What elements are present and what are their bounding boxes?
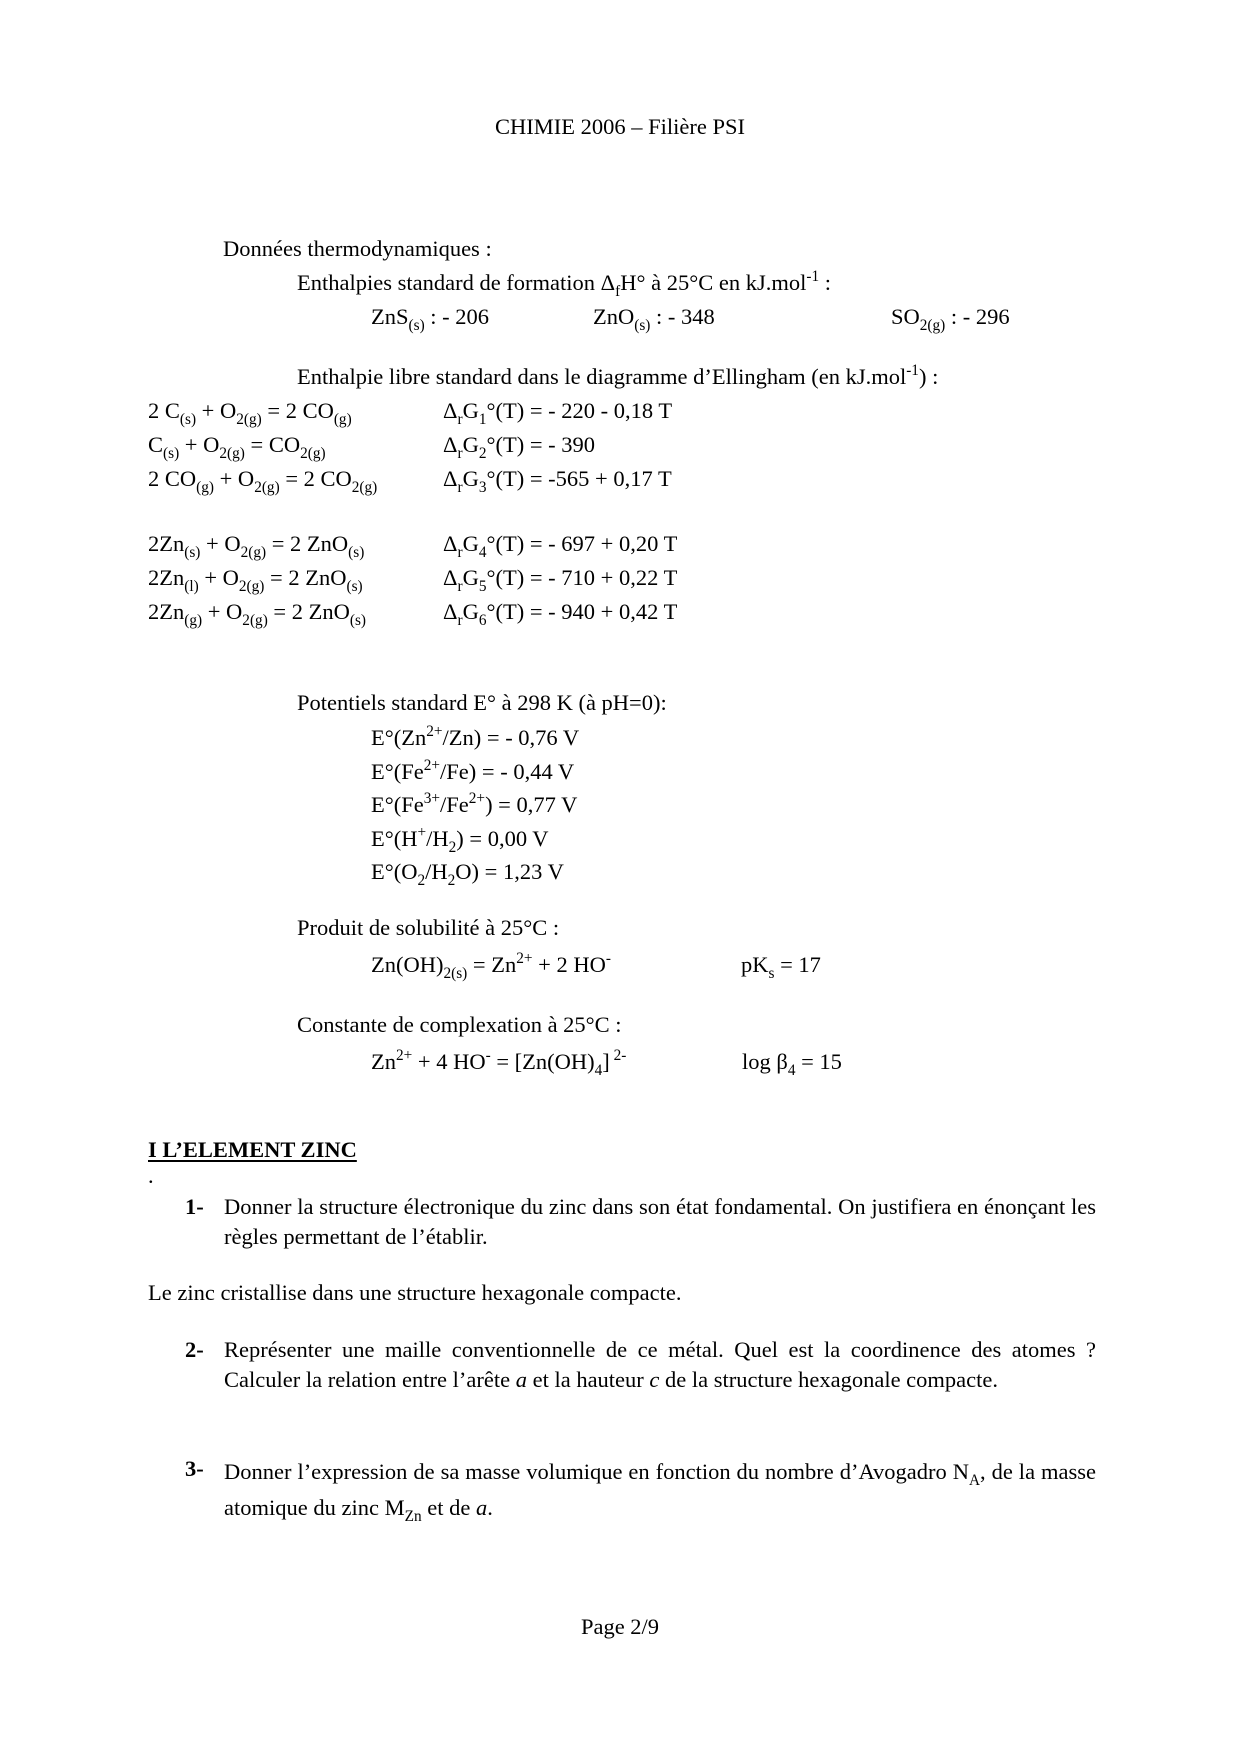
reaction-equation: 2 $CO_{(g)} + O_{2(g)} = 2$ $CO_{2(g)}$	[148, 466, 378, 496]
formation-zns: ZnS$_{(s)}$ : - 206	[371, 304, 490, 334]
standard-potential: $E^\circ(Zn^{2+}/Zn)$ = - 0,76 V	[371, 722, 580, 750]
thermo-heading: Données thermodynamiques :	[223, 236, 492, 261]
reaction-gibbs-energy: $\Delta_rG_2^\circ(T)$ = - 390	[443, 432, 596, 462]
standard-potential: $E^\circ(Fe^{2+}/Fe)$ = - 0,44 V	[371, 756, 575, 784]
reaction-equation: $C_{(s)} + O_{2(g)} = CO_{2(g)}$	[148, 432, 326, 462]
formation-so2: $SO_{2(g)}$ : - 296	[891, 304, 1010, 334]
question-3-text: Donner l’expression de sa masse volumique en fonction du nombre d’Avogadro $N_A$, de la masse atomique du zinc $M_{Zn}$ et de a.	[224, 1459, 1096, 1525]
reaction-gibbs-energy: $\Delta_rG_6^\circ(T)$ = - 940 + 0,42 T	[443, 599, 678, 629]
enthalpies-label: Enthalpies standard de formation $\Delta_fH^\circ$ à 25°C en kJ.mol$^{-1}$ :	[297, 267, 831, 300]
reaction-equation: $2Zn_{(l)} + O_{2(g)} = 2$ ZnO$_{(s)}$	[148, 565, 363, 595]
reaction-gibbs-energy: $\Delta_rG_3^\circ(T) = -565 + 0,17$ T	[443, 466, 672, 496]
standard-potential: $E^\circ(Fe^{3+}/Fe^{2+}) = 0,77$ V	[371, 790, 578, 818]
page-number: Page 2/9	[580, 1614, 660, 1639]
section-dot: .	[148, 1163, 154, 1188]
ellingham-label: Enthalpie libre standard dans le diagramme d’Ellingham (en kJ.mol$^{-1}$) :	[297, 361, 939, 389]
reaction-gibbs-energy: $\Delta_rG_4^\circ(T)$ = - 697 + 0,20 T	[443, 531, 678, 561]
complexation-constant: $\log \beta_4 = 15$	[742, 1049, 842, 1079]
solubility-constant: $pK_s = 17$	[741, 952, 821, 982]
complexation-equation: $Zn^{2+} + 4$ $HO^- = [Zn(OH)_4]$ $^{2-}$	[371, 1046, 627, 1079]
question-2-text: Représenter une maille conventionnelle de ce métal. Quel est la coordinence des atomes ? Calculer la relation entre l’arête a et la hauteur c de la structure hexagonale compacte.	[224, 1337, 1096, 1392]
potentials-heading: Potentiels standard E° à 298 K (à pH=0):	[297, 690, 667, 715]
reaction-equation: $2Zn_{(s)} + O_{2(g)} = 2$ ZnO$_{(s)}$	[148, 531, 365, 561]
complexation-heading: Constante de complexation à 25°C :	[297, 1012, 622, 1037]
standard-potential: $E^\circ(O_2/H_2O) = 1,23$ V	[371, 859, 564, 890]
page-header: CHIMIE 2006 – Filière PSI	[495, 114, 745, 139]
question-1-text: Donner la structure électronique du zinc dans son état fondamental. On justifiera en énonçant les règles permettant de l’établir.	[224, 1194, 1096, 1249]
solubility-equation: $Zn(OH)_{2(s)} = Zn^{2+} + 2$ HO-	[371, 949, 611, 982]
solubility-heading: Produit de solubilité à 25°C :	[297, 915, 560, 940]
section-title: I L’ELEMENT ZINC	[148, 1137, 357, 1162]
question-1-number: 1-	[185, 1194, 204, 1219]
reaction-gibbs-energy: $\Delta_rG_5^\circ(T)$ = - 710 + 0,22 T	[443, 565, 678, 595]
structure-intro: Le zinc cristallise dans une structure hexagonale compacte.	[148, 1280, 682, 1305]
reaction-equation: $2Zn_{(g)} + O_{2(g)} = 2$ ZnO$_{(s)}$	[148, 599, 367, 629]
formation-zno: ZnO$_{(s)}$ : - 348	[593, 304, 715, 334]
reaction-gibbs-energy: $\Delta_rG_1^\circ(T)$ = - 220 - 0,18 T	[443, 398, 673, 428]
question-3-number: 3-	[185, 1456, 204, 1481]
standard-potential: $E^\circ(H^+/H_2) = 0,00$ V	[371, 823, 549, 856]
reaction-equation: 2 $C_{(s)} + O_{2(g)} = 2$ $CO_{(g)}$	[148, 398, 352, 428]
question-2-number: 2-	[185, 1337, 204, 1362]
